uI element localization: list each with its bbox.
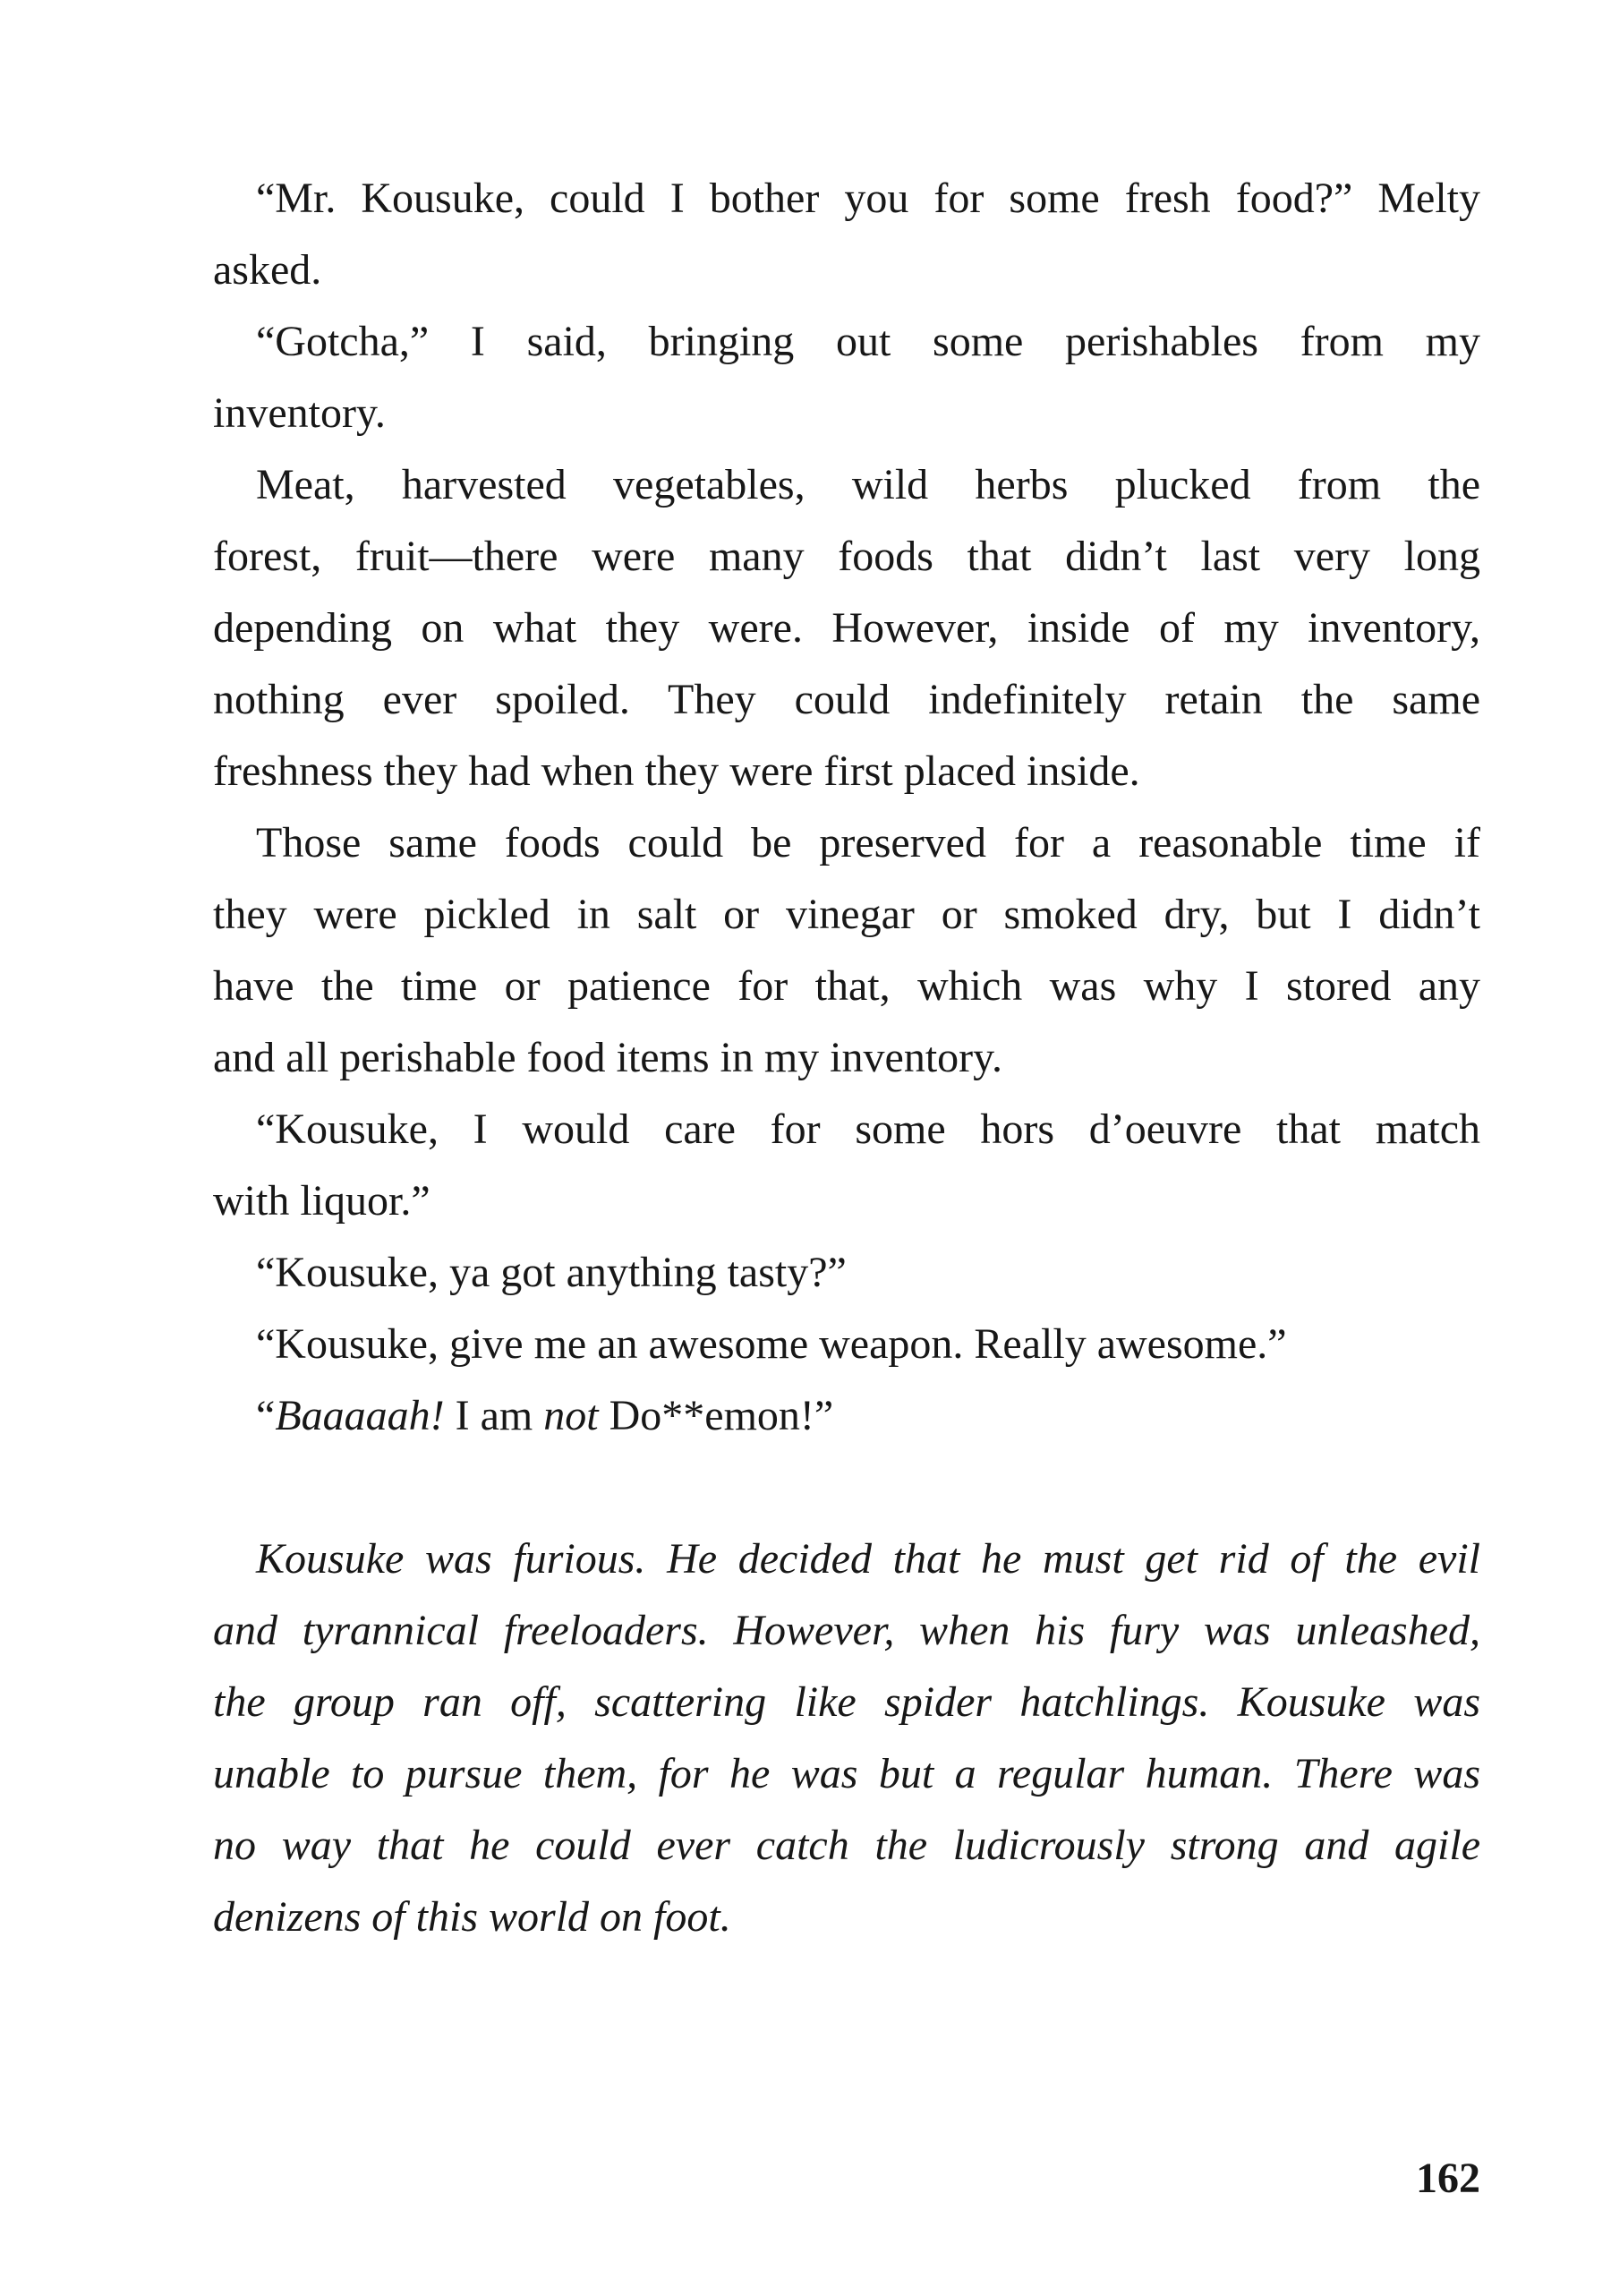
paragraph: [213, 449, 1480, 807]
paragraph: [213, 163, 1480, 306]
text-line: [213, 593, 1480, 664]
text-segment: Those same foods could be preserved for a reasonable time if: [256, 819, 1480, 866]
text-line: [213, 736, 1480, 807]
text-segment: depending on what they were. However, inside of my inventory,: [213, 604, 1480, 652]
text-line: [213, 1380, 1480, 1452]
italic-text-segment: Baaaaah!: [275, 1392, 445, 1439]
text-line: [213, 1524, 1480, 1595]
text-segment: the group ran off, scattering like spider hatchlings. Kousuke was: [213, 1678, 1480, 1726]
text-line: [213, 664, 1480, 736]
italic-text-segment: not: [543, 1392, 599, 1439]
body-text: [213, 163, 1480, 1953]
text-segment: unable to pursue them, for he was but a regular human. There was: [213, 1750, 1480, 1797]
paragraph: [213, 1309, 1480, 1380]
paragraph: [213, 306, 1480, 449]
text-line: [213, 1237, 1480, 1309]
text-line: [213, 1309, 1480, 1380]
text-segment: nothing ever spoiled. They could indefinitely retain the same: [213, 676, 1480, 723]
text-line: [213, 951, 1480, 1022]
text-line: [213, 163, 1480, 235]
text-segment: forest, fruit—there were many foods that didn’t last very long: [213, 533, 1480, 580]
text-line: [213, 521, 1480, 593]
text-line: [213, 1595, 1480, 1667]
text-segment: “Kousuke, ya got anything tasty?”: [256, 1249, 847, 1296]
text-line: [213, 1667, 1480, 1738]
text-line: [213, 1165, 1480, 1237]
text-line: [213, 378, 1480, 449]
text-line: [213, 1882, 1480, 1953]
text-segment: inventory.: [213, 389, 386, 437]
text-segment: denizens of this world on foot.: [213, 1893, 731, 1941]
text-line: [213, 449, 1480, 521]
text-segment: they were pickled in salt or vinegar or smoked dry, but I didn’t: [213, 891, 1480, 938]
page-number: 162: [1416, 2155, 1480, 2202]
text-line: [213, 1022, 1480, 1094]
text-segment: “Kousuke, give me an awesome weapon. Really awesome.”: [256, 1320, 1287, 1368]
text-segment: I am: [444, 1392, 544, 1439]
text-segment: no way that he could ever catch the ludicrously strong and agile: [213, 1822, 1480, 1869]
text-segment: and all perishable food items in my inventory.: [213, 1034, 1003, 1081]
text-line: [213, 879, 1480, 951]
text-segment: “: [256, 1392, 276, 1439]
text-segment: and tyrannical freeloaders. However, when his fury was unleashed,: [213, 1607, 1480, 1654]
text-segment: with liquor.”: [213, 1177, 430, 1225]
text-segment: have the time or patience for that, which was why I stored any: [213, 962, 1480, 1010]
text-line: [213, 1094, 1480, 1165]
paragraph: [213, 1094, 1480, 1237]
text-segment: “Mr. Kousuke, could I bother you for some fresh food?” Melty: [256, 175, 1480, 222]
text-line: [213, 807, 1480, 879]
text-line: [213, 235, 1480, 306]
text-line: [213, 1810, 1480, 1882]
text-segment: asked.: [213, 246, 322, 294]
text-segment: Meat, harvested vegetables, wild herbs plucked from the: [256, 461, 1480, 508]
text-segment: “Kousuke, I would care for some hors d’oeuvre that match: [256, 1105, 1480, 1153]
text-segment: Kousuke was furious. He decided that he must get rid of the evil: [256, 1535, 1480, 1583]
text-segment: freshness they had when they were first placed inside.: [213, 747, 1140, 795]
paragraph: [213, 1237, 1480, 1309]
text-segment: “Gotcha,” I said, bringing out some perishables from my: [256, 318, 1480, 365]
text-segment: Do**emon!”: [598, 1392, 834, 1439]
text-line: [213, 306, 1480, 378]
text-line: [213, 1738, 1480, 1810]
paragraph: [213, 807, 1480, 1094]
paragraph: [213, 1380, 1480, 1452]
paragraph-italic: [213, 1524, 1480, 1953]
